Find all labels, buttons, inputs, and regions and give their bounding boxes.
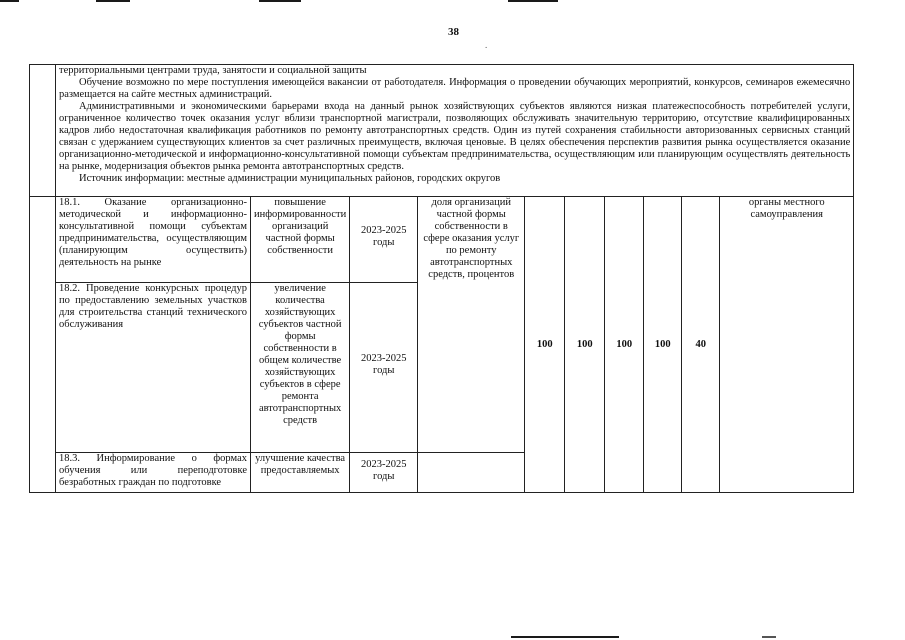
value-cell: 100: [525, 197, 565, 493]
result-cell: улучшение качества предоставляемых: [251, 453, 350, 493]
intro-paragraph: Обучение возможно по мере поступления имеющейся вакансии от работодателя. Информация о проведении обучающих мероприятий, конкурсов, семинаров ежемесячно размещается на сайте местных администраций.: [59, 77, 851, 100]
source-line: Источник информации: местные администрации муниципальных районов, городских округов: [79, 173, 501, 184]
empty-cell: [30, 197, 56, 493]
scan-dot: .: [485, 40, 488, 50]
value-cell: 100: [605, 197, 644, 493]
indicator-cell: [418, 197, 525, 453]
value-cell: 100: [644, 197, 682, 493]
intro-row: [30, 65, 854, 197]
period-cell: 2023-2025 годы: [350, 197, 418, 283]
intro-line: территориальными центрами труда, занятости и социальной защиты: [59, 65, 367, 76]
measure-cell: 18.1. Оказание организационно-методической и информационно-консультативной помощи субъектам предпринимательства, осуществляющим (планирующим осуществить) деятельность на рынке: [56, 197, 251, 283]
value-cell: 100: [565, 197, 605, 493]
empty-cell: [30, 65, 56, 197]
period-cell: 2023-2025 годы: [350, 283, 418, 453]
value-cell: 40: [682, 197, 720, 493]
measure-cell: 18.2. Проведение конкурсных процедур по предоставлению земельных участков для строительства станций технического обслуживания: [56, 283, 251, 453]
result-cell: увеличение количества хозяйствующих субъектов частной формы собственности в общем количестве хозяйствующих субъектов в сфере ремонта автотранспортных средств: [251, 283, 350, 453]
empty-cell: [418, 453, 525, 493]
table-row: [30, 197, 854, 283]
result-text: повышение информированности организаций частной формы собственности: [254, 197, 347, 256]
period-cell: 2023-2025 годы: [350, 453, 418, 493]
indicator-text: доля организаций частной формы собственности в сфере оказания услуг по ремонту автотранспортных средств, процентов: [423, 197, 520, 280]
scan-mark: [96, 0, 130, 2]
page-number: 38: [448, 26, 459, 38]
scan-mark: [508, 0, 558, 2]
intro-paragraph: Административными и экономическими барьерами входа на данный рынок хозяйствующих субъектов являются низкая платежеспособность потребителей услуги, ограниченное количество точек оказания услуг вблизи транспортной магистрали, позволяющих обслуживать значительную территорию, отсутствие квалифицированных кадров либо недостаточная квалификация работников по ремонту автотранспортных средств. Один из путей сохранения стабильности авторизованных сервисных станций связан с удержанием существующих клиентов за счет различных преимуществ, включая ценовые. В целях обеспечения перспектив развития рынка осуществляется оказание организационно-методической и информационно-консультативной помощи субъектам предпринимательства, осуществляющим или планирующим осуществлять деятельность на рынке, модернизация объектов рынка ремонта автотранспортных средств.: [59, 101, 851, 172]
result-cell: [251, 197, 350, 283]
scan-mark: [511, 636, 619, 638]
intro-text-block: [56, 65, 854, 197]
measure-cell: 18.3. Информирование о формах обучения или переподготовке безработных граждан по подготовке: [56, 453, 251, 493]
responsible-cell: органы местного самоуправления: [720, 197, 854, 493]
measures-table: [29, 64, 854, 493]
scan-mark: [0, 0, 19, 2]
scan-mark: [762, 636, 776, 638]
scan-mark: [259, 0, 301, 2]
